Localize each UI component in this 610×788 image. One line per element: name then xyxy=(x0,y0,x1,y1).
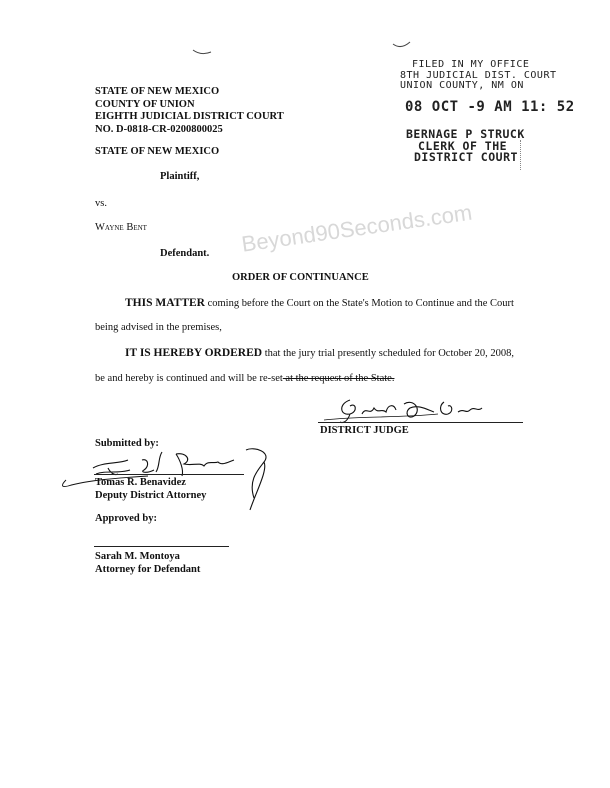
watermark-text: Beyond90Seconds.com xyxy=(240,199,474,257)
body-p1-lead: THIS MATTER xyxy=(125,297,205,309)
body-p1-text: coming before the Court on the State's Motion to Continue and the Court xyxy=(204,298,514,309)
stamp-datetime: 08 OCT -9 AM 11: 52 xyxy=(405,99,575,115)
caption-county: COUNTY OF UNION xyxy=(95,98,195,110)
plaintiff-name: STATE OF NEW MEXICO xyxy=(95,146,220,157)
defense-title: Attorney for Defendant xyxy=(95,564,201,575)
scan-mark-right xyxy=(393,40,413,50)
approved-heading: Approved by: xyxy=(95,513,157,524)
stamp-county: UNION COUNTY, NM ON xyxy=(400,80,524,91)
body-p2-text: that the jury trial presently scheduled for October 20, 2008, xyxy=(262,348,515,359)
body-p2-line2 xyxy=(95,373,394,384)
body-p2-struck-text: at the request of the State. xyxy=(282,373,395,384)
stamp-edge-mark xyxy=(520,140,522,170)
stamp-court: 8TH JUDICIAL DIST. COURT xyxy=(400,69,557,81)
submitted-heading: Submitted by: xyxy=(95,438,159,449)
prosecutor-name: Tomas R. Benavidez xyxy=(95,477,186,488)
versus-label: vs. xyxy=(95,198,107,209)
plaintiff-role: Plaintiff, xyxy=(160,171,200,182)
defense-signature-line xyxy=(94,546,229,547)
defendant-name: Wayne Bent xyxy=(95,222,147,233)
stamp-clerk-name: BERNAGE P STRUCK xyxy=(406,127,525,141)
prosecutor-title: Deputy District Attorney xyxy=(95,490,207,501)
body-p2-lead: IT IS HEREBY ORDERED xyxy=(125,347,263,359)
stamp-filed: FILED IN MY OFFICE xyxy=(412,59,530,70)
caption-state: STATE OF NEW MEXICO xyxy=(95,86,220,97)
stamp-clerk-court: DISTRICT COURT xyxy=(414,150,518,164)
defense-name: Sarah M. Montoya xyxy=(95,551,180,562)
body-p1-line2: being advised in the premises, xyxy=(95,322,222,333)
prosecutor-signature-line xyxy=(94,474,244,475)
defendant-role: Defendant. xyxy=(160,248,210,259)
case-caption xyxy=(95,86,284,136)
prosecutor-block xyxy=(95,476,206,502)
document-title: ORDER OF CONTINUANCE xyxy=(232,272,369,283)
caption-case-number: NO. D-0818-CR-0200800025 xyxy=(95,123,223,135)
body-paragraph-1 xyxy=(125,297,514,309)
defense-block xyxy=(95,550,200,576)
judge-title: DISTRICT JUDGE xyxy=(320,425,409,436)
scan-mark-left xyxy=(193,48,213,58)
stamp-clerk-title: CLERK OF THE xyxy=(418,138,508,153)
stamp-clerk xyxy=(406,129,525,164)
body-paragraph-2 xyxy=(125,347,514,359)
body-p2-line2-text: be and hereby is continued and will be re-set xyxy=(95,373,283,384)
judge-signature-line xyxy=(318,422,523,423)
filing-stamp xyxy=(398,60,557,92)
caption-court: EIGHTH JUDICIAL DISTRICT COURT xyxy=(95,111,284,122)
